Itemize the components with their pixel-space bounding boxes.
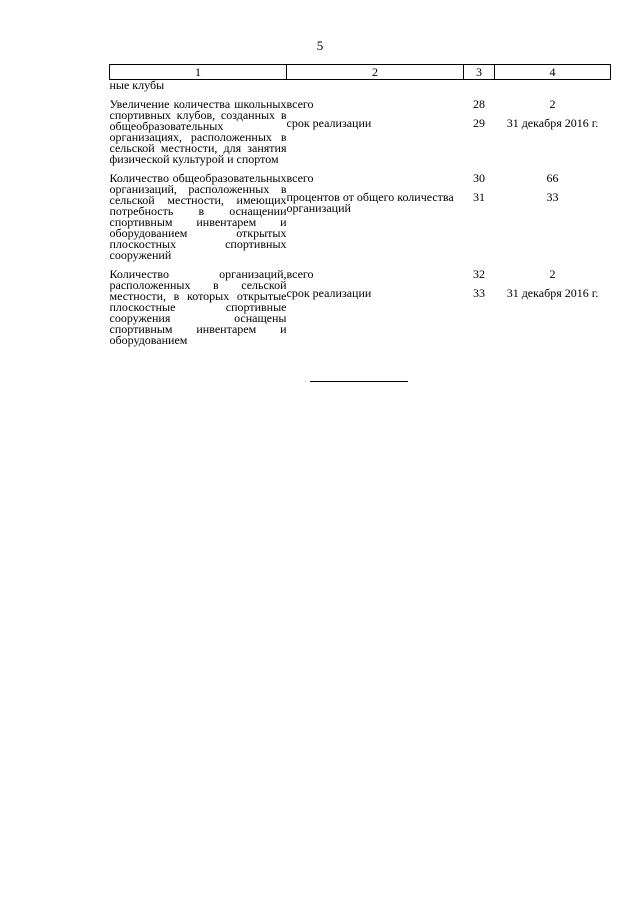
indicator-value: 31 декабря 2016 г. xyxy=(506,286,599,300)
column-header-4: 4 xyxy=(495,65,611,80)
row-description: Количество организаций, расположенных в сельской местности, в которых открытые плоскостные спортивные сооружения оснащены спортивным инвентарем и оборудованием xyxy=(109,267,287,347)
indicator-value: 2 xyxy=(549,97,556,111)
indicator-number: 30 xyxy=(473,171,485,185)
column-header-1: 1 xyxy=(110,65,287,80)
indicator-number: 33 xyxy=(473,286,485,300)
indicator-label: всего xyxy=(286,97,314,111)
indicator-number: 28 xyxy=(473,97,485,111)
indicator-value: 33 xyxy=(546,190,559,204)
indicators-table xyxy=(109,64,611,346)
indicator-value: 31 декабря 2016 г. xyxy=(506,116,599,130)
indicator-number: 29 xyxy=(473,116,485,130)
continuation-text: ные клубы xyxy=(109,78,165,92)
indicator-value: 66 xyxy=(546,171,559,185)
indicator-label: всего xyxy=(286,171,314,185)
continuation-row xyxy=(110,80,611,92)
indicator-label: процентов от общего количества организаций xyxy=(286,190,454,215)
row-description: Количество общеобразовательных организаций, расположенных в сельской местности, имеющих потребность в оснащении спортивным инвентарем и оборудованием открытых плоскостных спортивных сооружений xyxy=(109,171,287,262)
table-row xyxy=(110,99,611,165)
indicator-label: срок реализации xyxy=(286,116,372,130)
indicator-value: 2 xyxy=(549,267,556,281)
table-row xyxy=(110,173,611,261)
indicator-number: 32 xyxy=(473,267,485,281)
column-header-3: 3 xyxy=(464,65,495,80)
page-number: 5 xyxy=(316,38,324,53)
indicator-number: 31 xyxy=(473,190,485,204)
table-header-row xyxy=(110,65,611,80)
row-description: Увеличение количества школьных спортивных клубов, созданных в общеобразовательных организациях, расположенных в сельской местности, для занятия физической культурой и спортом xyxy=(109,97,287,166)
column-header-2: 2 xyxy=(287,65,464,80)
closing-rule xyxy=(310,381,408,382)
table-row xyxy=(110,269,611,346)
indicator-label: всего xyxy=(286,267,314,281)
indicator-label: срок реализации xyxy=(286,286,372,300)
